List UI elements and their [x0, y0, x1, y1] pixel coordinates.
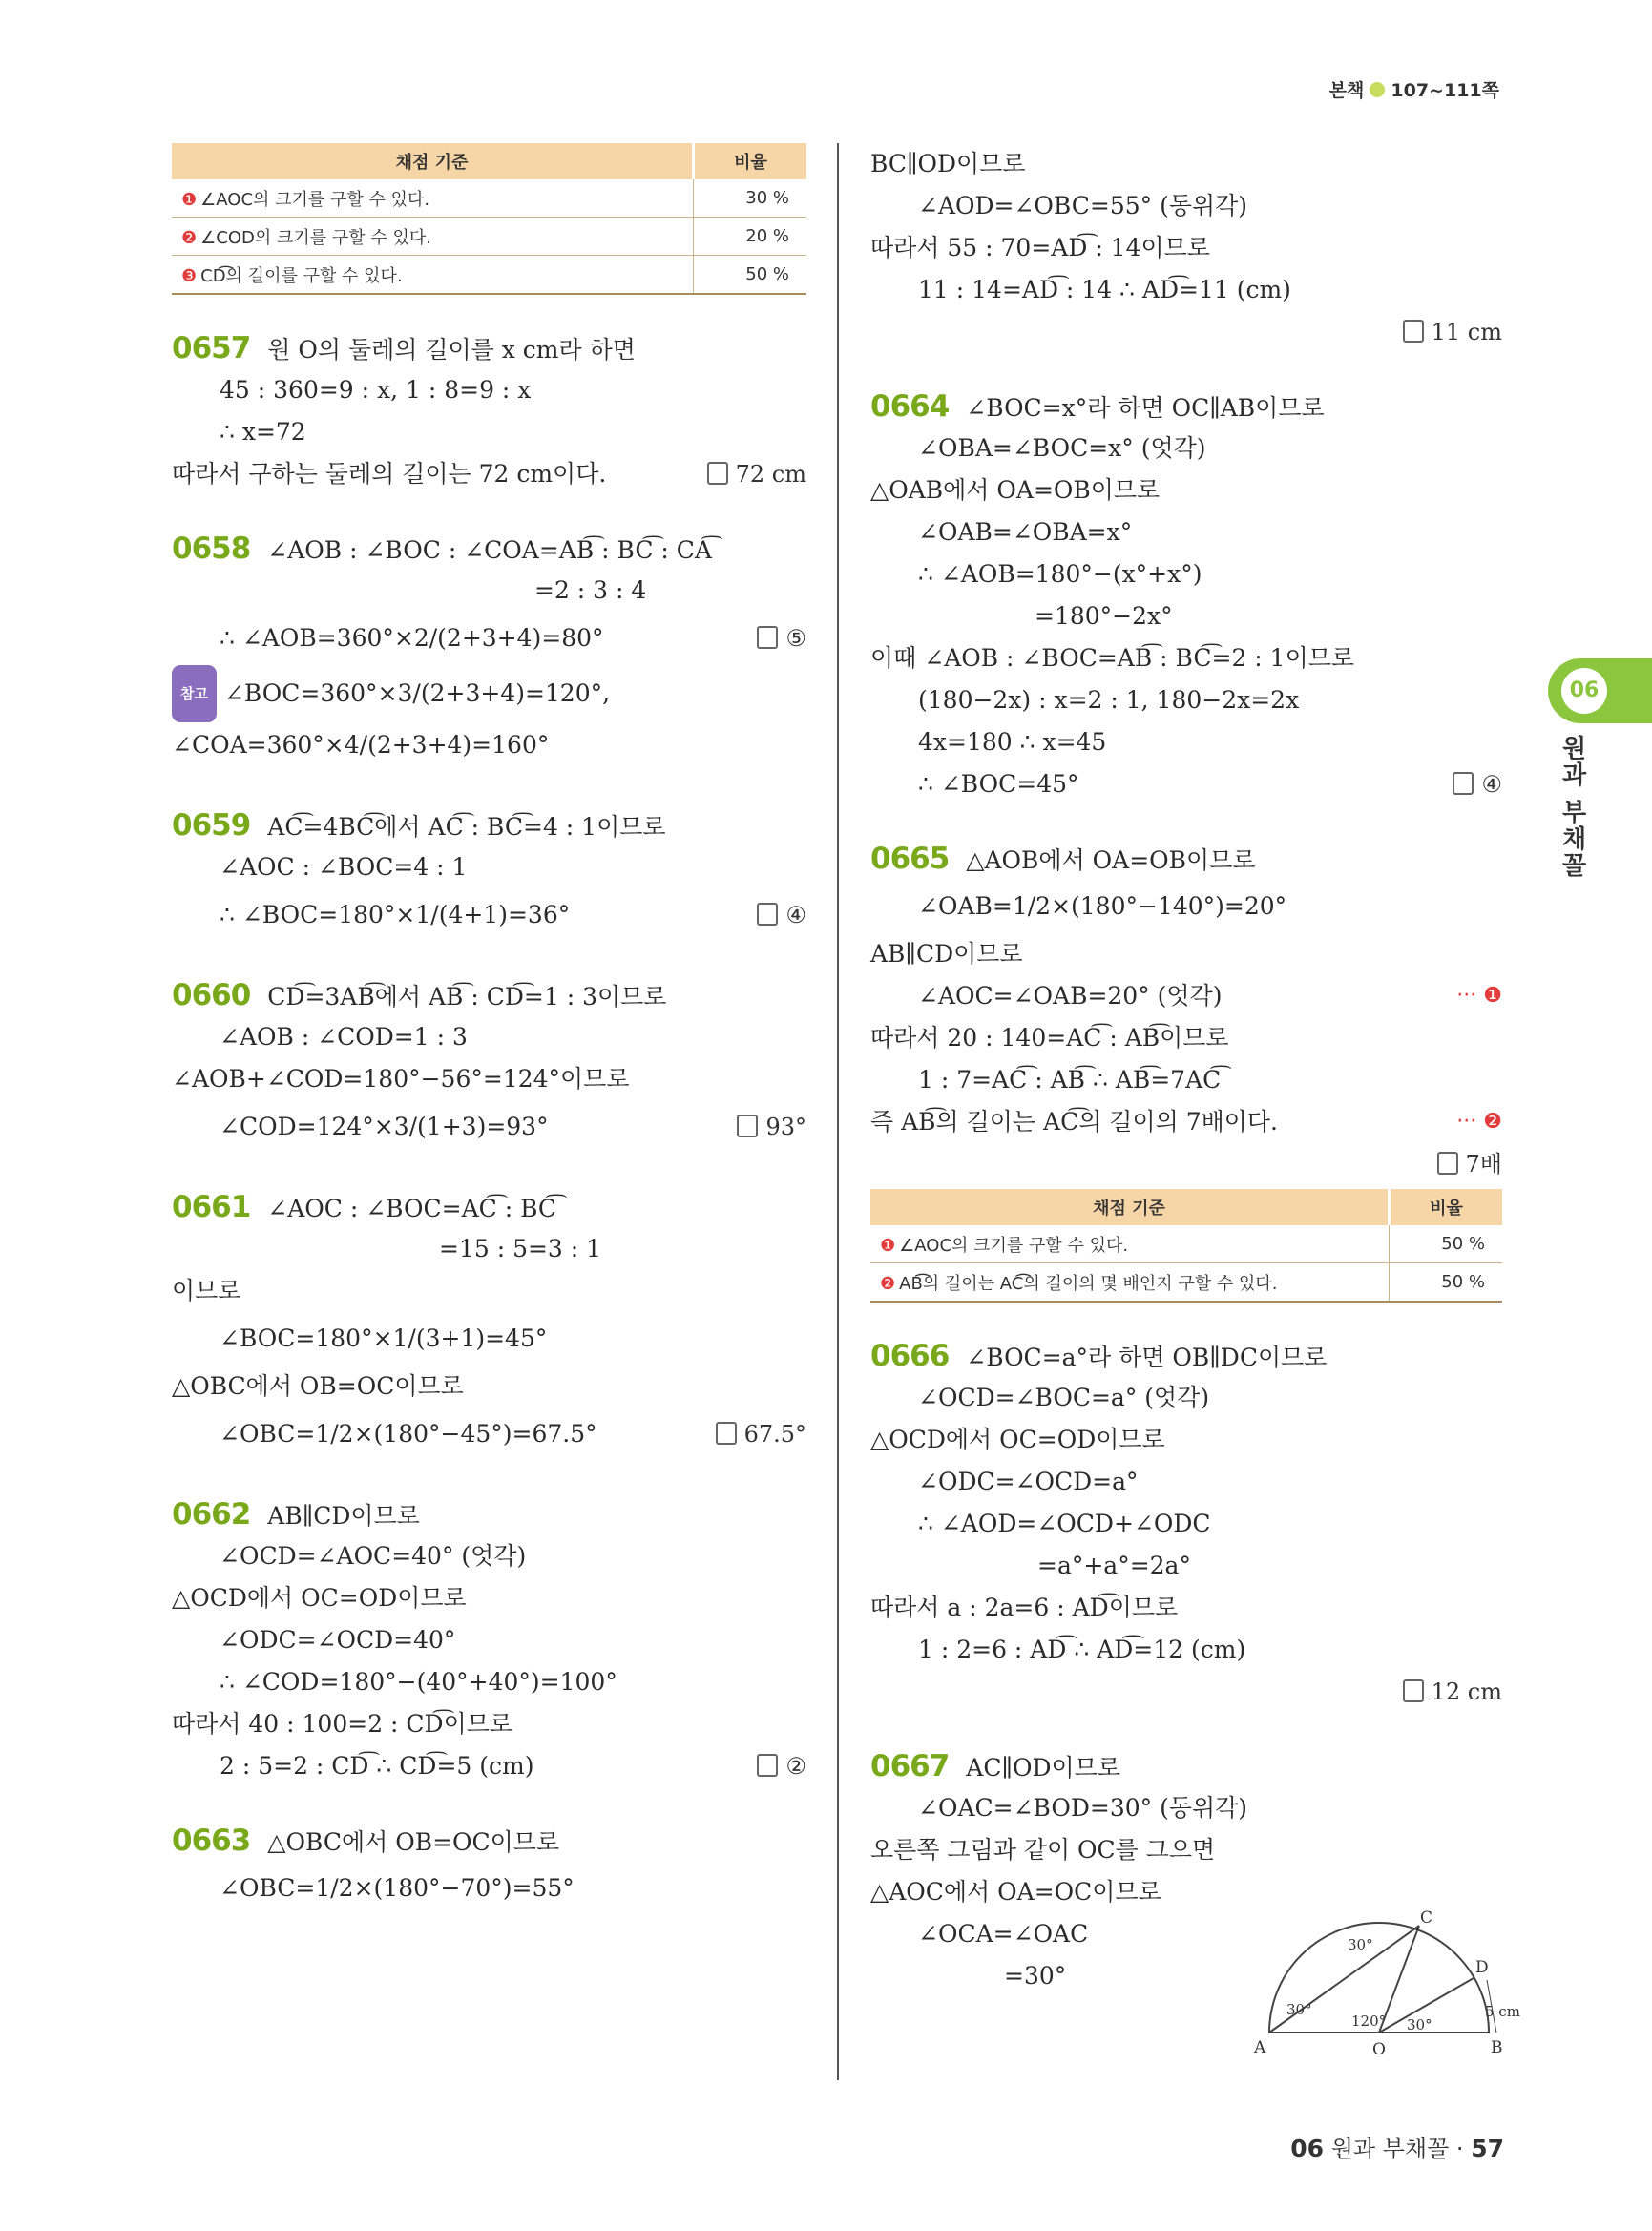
- ratio-cell: 50 %: [694, 256, 807, 295]
- solution-line: ∴ ∠AOB=180°−(x°+x°): [918, 560, 1202, 588]
- problem-0663-line: [172, 1820, 806, 1862]
- answer-value: 7배: [1465, 1151, 1502, 1178]
- ratio-cell: 50 %: [1390, 1225, 1503, 1263]
- answer-icon: [757, 903, 778, 926]
- solution-line: ∠COA=360°×4/(2+3+4)=160°: [172, 731, 550, 759]
- solution-line: =180°−2x°: [1035, 602, 1173, 630]
- problem-0657-line: [172, 327, 806, 369]
- problem-0662-line: [172, 1493, 806, 1535]
- solution-line: (180−2x) : x=2 : 1, 180−2x=2x: [918, 686, 1300, 714]
- solution-line: 따라서 a : 2a=6 : AD͡이므로: [870, 1594, 1179, 1621]
- solution-line: [172, 453, 806, 495]
- table-row: [172, 179, 806, 218]
- solution-line: 따라서 40 : 100=2 : CD͡이므로: [172, 1710, 513, 1738]
- solution-line: =30°: [1004, 1962, 1067, 1990]
- answer-value: 67.5°: [743, 1421, 806, 1448]
- solution-line: ∠AOB : ∠COD=1 : 3: [220, 1023, 468, 1051]
- solution-line: 따라서 55 : 70=AD͡ : 14이므로: [870, 234, 1210, 261]
- length-label: 5 cm: [1485, 2003, 1520, 2020]
- answer-line: [870, 1671, 1502, 1713]
- problem-0667-line: [870, 1745, 1502, 1787]
- label-c: C: [1420, 1908, 1433, 1928]
- answer-label: [1437, 1143, 1502, 1185]
- solution-line: 따라서 20 : 140=AC͡ : AB͡이므로: [870, 1024, 1229, 1052]
- solution-line: 오른쪽 그림과 같이 OC를 그으면: [870, 1836, 1216, 1864]
- solution-line: =2 : 3 : 4: [534, 576, 647, 604]
- solution-line: ∠OCD=∠AOC=40° (엇각): [220, 1542, 527, 1570]
- solution-line: ∠BOC=180°×1/(3+1)=45°: [220, 1324, 548, 1352]
- angle-right: 30°: [1407, 2016, 1432, 2033]
- solution-text: ∠OBC=1/2×(180°−45°)=67.5°: [220, 1420, 597, 1448]
- solution-line: =a°+a°=2a°: [1037, 1552, 1191, 1579]
- problem-number: 0663: [172, 1824, 251, 1858]
- solution-line: ∠AOD=∠OBC=55° (동위각): [918, 192, 1248, 219]
- angle-top: 30°: [1348, 1936, 1373, 1953]
- solution-text: ∴ ∠BOC=180°×1/(4+1)=36°: [220, 901, 571, 928]
- answer-value: ⑤: [785, 625, 806, 652]
- answer-value: 72 cm: [735, 461, 806, 488]
- answer-label: [1453, 763, 1502, 805]
- step-bullet: ❷: [181, 227, 198, 248]
- solution-text: ∴ ∠BOC=45°: [918, 770, 1079, 798]
- step-bullet: ❶: [181, 189, 198, 210]
- answer-icon: [757, 626, 778, 649]
- page-header: [1329, 76, 1499, 102]
- step-marker: ··· ❶: [1456, 984, 1502, 1008]
- solution-line: 1 : 2=6 : AD͡ ∴ AD͡=12 (cm): [918, 1636, 1246, 1663]
- solution-line: ∴ ∠AOD=∠OCD+∠ODC: [918, 1510, 1211, 1537]
- problem-number: 0657: [172, 331, 251, 365]
- table-row: [172, 218, 806, 256]
- answer-label: [757, 1745, 806, 1787]
- label-d: D: [1475, 1958, 1489, 1977]
- semicircle-figure: [1250, 1908, 1520, 2059]
- problem-number: 0658: [172, 532, 251, 566]
- solution-line: [870, 763, 1502, 805]
- header-pages: 107~111쪽: [1391, 80, 1499, 101]
- problem-number: 0660: [172, 978, 251, 1012]
- footer-title: 원과 부채꼴: [1330, 2136, 1450, 2162]
- column-divider: [837, 143, 839, 2080]
- answer-icon: [716, 1422, 737, 1445]
- page-footer: [1290, 2130, 1504, 2163]
- table-header-ratio: 비율: [1390, 1189, 1503, 1225]
- step-bullet: ❸: [181, 265, 198, 286]
- solution-text: ∠BOC=a°라 하면 OB∥DC이므로: [966, 1344, 1328, 1371]
- solution-line: [172, 888, 806, 942]
- problem-number: 0662: [172, 1497, 251, 1532]
- solution-line: [172, 1745, 806, 1787]
- solution-line: 이때 ∠AOB : ∠BOC=AB͡ : BC͡=2 : 1이므로: [870, 644, 1355, 672]
- right-column: [870, 143, 1502, 1997]
- note-badge: 참고: [172, 665, 217, 722]
- problem-0659-line: [172, 804, 806, 846]
- answer-icon: [707, 462, 728, 485]
- solution-line: ∠ODC=∠OCD=40°: [220, 1626, 456, 1654]
- answer-value: ②: [785, 1753, 806, 1780]
- solution-text: ∠AOC : ∠BOC=AC͡ : BC͡: [267, 1195, 557, 1222]
- solution-line: =15 : 5=3 : 1: [439, 1235, 602, 1262]
- solution-line: ∠OBA=∠BOC=x° (엇각): [918, 434, 1206, 462]
- problem-number: 0664: [870, 389, 950, 424]
- footer-page: 57: [1471, 2135, 1504, 2162]
- answer-icon: [1403, 1679, 1424, 1702]
- table-row: [870, 1225, 1502, 1263]
- solution-line: [172, 1100, 806, 1154]
- solution-text: 즉 AB͡의 길이는 AC͡의 길이의 7배이다.: [870, 1108, 1278, 1136]
- solution-line: ∠OAB=1/2×(180°−140°)=20°: [918, 892, 1287, 920]
- scoring-table-1: [172, 143, 806, 295]
- chapter-side-tab: [1548, 658, 1652, 723]
- solution-line: ∠OBC=1/2×(180°−70°)=55°: [220, 1874, 575, 1902]
- answer-line: [870, 1143, 1502, 1185]
- problem-number: 0661: [172, 1190, 251, 1224]
- solution-line: [172, 1407, 806, 1461]
- criteria-text: CD͡의 길이를 구할 수 있다.: [200, 265, 403, 286]
- table-row: [172, 256, 806, 295]
- label-a: A: [1254, 2038, 1266, 2057]
- table-header-criteria: 채점 기준: [172, 143, 694, 179]
- solution-line: ∠ODC=∠OCD=a°: [918, 1468, 1139, 1495]
- problem-number: 0659: [172, 808, 251, 843]
- problem-number: 0666: [870, 1339, 950, 1373]
- page-dot-icon: [1370, 82, 1385, 97]
- problem-0666-line: [870, 1335, 1502, 1377]
- solution-line: △OCD에서 OC=OD이므로: [870, 1426, 1165, 1453]
- solution-text: ∠BOC=360°×3/(2+3+4)=120°,: [223, 679, 611, 707]
- solution-line: ∠OAC=∠BOD=30° (동위각): [918, 1794, 1248, 1822]
- table-header-criteria: 채점 기준: [870, 1189, 1390, 1225]
- solution-line: 이므로: [172, 1277, 241, 1304]
- solution-text: 따라서 구하는 둘레의 길이는 72 cm이다.: [172, 460, 607, 488]
- step-bullet: ❶: [880, 1235, 896, 1256]
- answer-label: [1403, 1671, 1502, 1713]
- angle-left: 30°: [1286, 2001, 1312, 2018]
- solution-line: ∠AOB+∠COD=180°−56°=124°이므로: [172, 1065, 630, 1093]
- problem-0660-line: [172, 974, 806, 1016]
- solution-line: 4x=180 ∴ x=45: [918, 728, 1107, 756]
- solution-line: [172, 612, 806, 665]
- solution-line: AB∥CD이므로: [870, 940, 1023, 968]
- answer-icon: [1437, 1152, 1458, 1175]
- answer-icon: [757, 1754, 778, 1777]
- criteria-text: AB͡의 길이는 AC͡의 길이의 몇 배인지 구할 수 있다.: [899, 1273, 1278, 1294]
- solution-line: 11 : 14=AD͡ : 14 ∴ AD͡=11 (cm): [918, 276, 1291, 303]
- problem-number: 0667: [870, 1749, 950, 1783]
- solution-line: ∠AOC : ∠BOC=4 : 1: [220, 853, 468, 881]
- solution-text: ∴ ∠AOB=360°×2/(2+3+4)=80°: [220, 624, 604, 652]
- answer-icon: [1403, 320, 1424, 343]
- ratio-cell: 20 %: [694, 218, 807, 256]
- solution-text: △OBC에서 OB=OC이므로: [267, 1828, 560, 1856]
- solution-line: ∠OAB=∠OBA=x°: [918, 518, 1133, 546]
- table-row: [870, 1263, 1502, 1303]
- chapter-number: 06: [1561, 668, 1607, 714]
- answer-value: ④: [1481, 771, 1502, 798]
- solution-line: 1 : 7=AC͡ : AB͡ ∴ AB͡=7AC͡: [918, 1066, 1222, 1094]
- step-marker: ··· ❷: [1456, 1110, 1502, 1134]
- solution-line: ∴ ∠COD=180°−(40°+40°)=100°: [220, 1668, 617, 1696]
- scoring-table-2: [870, 1189, 1502, 1303]
- answer-label: [1403, 311, 1502, 353]
- answer-icon: [737, 1115, 758, 1137]
- answer-value: 12 cm: [1431, 1678, 1502, 1705]
- answer-label: [757, 888, 806, 942]
- problem-0665-line: [870, 838, 1502, 880]
- step-bullet: ❷: [880, 1273, 896, 1294]
- header-book: 본책: [1328, 80, 1365, 101]
- label-b: B: [1491, 2038, 1503, 2057]
- answer-value: 11 cm: [1431, 319, 1502, 345]
- solution-line: ∠OCA=∠OAC: [918, 1920, 1089, 1948]
- solution-line: △OBC에서 OB=OC이므로: [172, 1372, 464, 1400]
- ratio-cell: 50 %: [1390, 1263, 1503, 1303]
- label-o: O: [1372, 2040, 1386, 2059]
- solution-text: ∠COD=124°×3/(1+3)=93°: [220, 1113, 549, 1140]
- left-column: [172, 143, 806, 1915]
- problem-0661-line: [172, 1186, 806, 1228]
- solution-line: ∠OCD=∠BOC=a° (엇각): [918, 1384, 1210, 1411]
- solution-text: AC∥OD이므로: [966, 1754, 1121, 1782]
- solution-line: BC∥OD이므로: [870, 150, 1026, 177]
- solution-text: 원 O의 둘레의 길이를 x cm라 하면: [267, 336, 636, 364]
- answer-label: [707, 453, 806, 495]
- answer-value: 93°: [765, 1114, 806, 1140]
- solution-line: △AOC에서 OA=OC이므로: [870, 1878, 1161, 1906]
- footer-separator: ·: [1455, 2136, 1464, 2162]
- solution-text: 2 : 5=2 : CD͡ ∴ CD͡=5 (cm): [220, 1752, 534, 1780]
- solution-text: ∠AOB : ∠BOC : ∠COA=AB͡ : BC͡ : CA͡: [267, 536, 712, 564]
- answer-icon: [1453, 772, 1474, 795]
- answer-label: [757, 612, 806, 665]
- table-header-ratio: 비율: [694, 143, 807, 179]
- solution-line: △OCD에서 OC=OD이므로: [172, 1584, 467, 1612]
- answer-line: [870, 311, 1502, 353]
- criteria-text: ∠COD의 크기를 구할 수 있다.: [200, 227, 431, 248]
- footer-chapter: 06: [1290, 2135, 1325, 2162]
- solution-text: AB∥CD이므로: [267, 1502, 420, 1530]
- angle-center: 120°: [1351, 2012, 1387, 2030]
- answer-label: [737, 1100, 806, 1154]
- answer-value: ④: [785, 902, 806, 928]
- answer-label: [716, 1407, 806, 1461]
- problem-number: 0665: [870, 842, 950, 876]
- ratio-cell: 30 %: [694, 179, 807, 218]
- problem-0658-line: [172, 528, 806, 570]
- problem-0664-line: [870, 386, 1502, 427]
- chapter-side-title: 원과 부채꼴: [1558, 735, 1586, 880]
- solution-text: ∠AOC=∠OAB=20° (엇각): [918, 982, 1223, 1010]
- solution-text: AC͡=4BC͡에서 AC͡ : BC͡=4 : 1이므로: [267, 813, 666, 841]
- solution-line: △OAB에서 OA=OB이므로: [870, 476, 1161, 504]
- solution-text: ∠BOC=x°라 하면 OC∥AB이므로: [966, 394, 1325, 422]
- criteria-text: ∠AOC의 크기를 구할 수 있다.: [200, 189, 430, 210]
- criteria-text: ∠AOC의 크기를 구할 수 있다.: [899, 1235, 1129, 1256]
- solution-line: [870, 1101, 1502, 1143]
- solution-line: ∴ x=72: [220, 418, 306, 446]
- solution-line: 45 : 360=9 : x, 1 : 8=9 : x: [220, 376, 532, 404]
- solution-line: [870, 975, 1502, 1017]
- solution-text: CD͡=3AB͡에서 AB͡ : CD͡=1 : 3이므로: [267, 983, 667, 1011]
- solution-text: △AOB에서 OA=OB이므로: [966, 846, 1256, 874]
- note-line: [172, 665, 806, 719]
